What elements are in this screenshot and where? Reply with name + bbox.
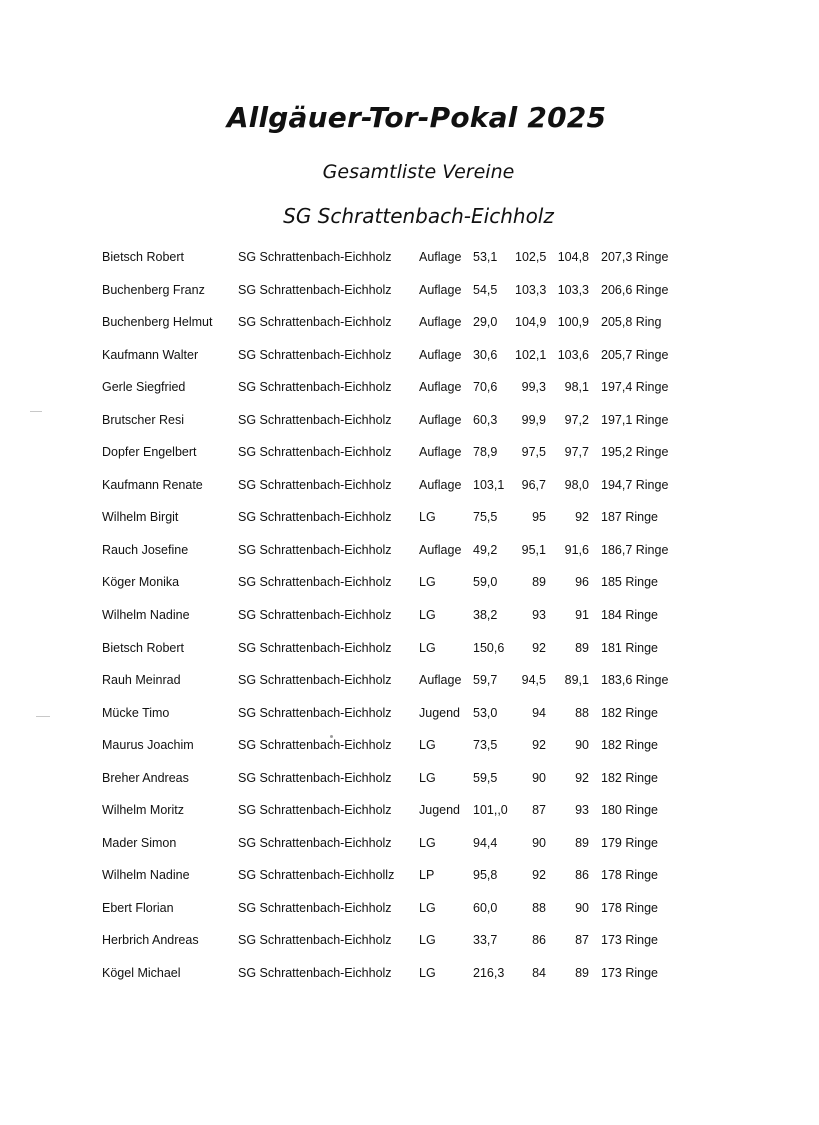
club-name: SG Schrattenbach-Eichholz bbox=[238, 966, 392, 981]
value-3: 86 bbox=[575, 868, 589, 883]
value-1: 70,6 bbox=[473, 380, 498, 395]
value-3: 97,7 bbox=[564, 445, 589, 460]
value-2: 95 bbox=[532, 510, 546, 525]
value-2: 93 bbox=[532, 608, 546, 623]
value-1: 59,0 bbox=[473, 575, 498, 590]
value-2: 104,9 bbox=[515, 315, 547, 330]
club-name: SG Schrattenbach-Eichholz bbox=[238, 803, 392, 818]
value-3: 98,1 bbox=[564, 380, 589, 395]
discipline: Auflage bbox=[419, 445, 462, 460]
participant-name: Mader Simon bbox=[102, 835, 177, 850]
value-3: 90 bbox=[575, 738, 589, 753]
club-name: SG Schrattenbach-Eichholz bbox=[238, 673, 392, 688]
value-3: 91,6 bbox=[564, 542, 589, 557]
participant-name: Kögel Michael bbox=[102, 966, 181, 981]
club-name: SG Schrattenbach-Eichholz bbox=[238, 282, 392, 297]
participant-name: Dopfer Engelbert bbox=[102, 445, 197, 460]
value-1: 103,1 bbox=[473, 477, 505, 492]
result-row bbox=[0, 541, 819, 574]
total-rings: 182 Ringe bbox=[601, 705, 658, 720]
club-name: SG Schrattenbach-Eichholz bbox=[238, 770, 392, 785]
value-3: 90 bbox=[575, 900, 589, 915]
total-rings: 206,6 Ringe bbox=[601, 282, 669, 297]
discipline: LG bbox=[419, 770, 436, 785]
value-1: 101,,0 bbox=[473, 803, 508, 818]
discipline: Auflage bbox=[419, 315, 462, 330]
value-2: 88 bbox=[532, 900, 546, 915]
value-3: 96 bbox=[575, 575, 589, 590]
participant-name: Wilhelm Birgit bbox=[102, 510, 179, 525]
result-row bbox=[0, 508, 819, 541]
total-rings: 194,7 Ringe bbox=[601, 477, 669, 492]
value-3: 88 bbox=[575, 705, 589, 720]
value-1: 49,2 bbox=[473, 542, 498, 557]
result-row bbox=[0, 281, 819, 314]
value-1: 53,1 bbox=[473, 250, 498, 264]
total-rings: 205,8 Ring bbox=[601, 315, 662, 330]
value-1: 59,7 bbox=[473, 673, 498, 688]
value-2: 87 bbox=[532, 803, 546, 818]
participant-name: Bietsch Robert bbox=[102, 640, 184, 655]
value-3: 89 bbox=[575, 835, 589, 850]
value-3: 89 bbox=[575, 966, 589, 981]
page-title: Allgäuer-Tor-Pokal 2025 bbox=[226, 101, 607, 134]
club-name: SG Schrattenbach-Eichholz bbox=[238, 380, 392, 395]
club-name: SG Schrattenbach-Eichholz bbox=[238, 250, 392, 264]
total-rings: 197,4 Ringe bbox=[601, 380, 669, 395]
club-name: SG Schrattenbach-Eichholz bbox=[238, 575, 392, 590]
total-rings: 173 Ringe bbox=[601, 966, 658, 981]
total-rings: 173 Ringe bbox=[601, 933, 658, 948]
discipline: LG bbox=[419, 608, 436, 623]
club-name: SG Schrattenbach-Eichholz bbox=[238, 315, 392, 330]
participant-name: Bietsch Robert bbox=[102, 250, 184, 264]
result-row bbox=[0, 248, 819, 281]
participant-name: Kaufmann Walter bbox=[102, 347, 199, 362]
result-row bbox=[0, 606, 819, 639]
participant-name: Rauh Meinrad bbox=[102, 673, 181, 688]
club-name: SG Schrattenbach-Eichholz bbox=[238, 510, 392, 525]
discipline: LG bbox=[419, 966, 436, 981]
result-row bbox=[0, 639, 819, 672]
result-row bbox=[0, 704, 819, 737]
value-1: 54,5 bbox=[473, 282, 498, 297]
discipline: Jugend bbox=[419, 803, 461, 818]
total-rings: 186,7 Ringe bbox=[601, 542, 669, 557]
value-3: 103,6 bbox=[557, 347, 589, 362]
total-rings: 195,2 Ringe bbox=[601, 445, 669, 460]
value-2: 96,7 bbox=[521, 477, 546, 492]
club-name: SG Schrattenbach-Eichholz bbox=[238, 608, 392, 623]
value-3: 91 bbox=[575, 608, 589, 623]
value-3: 92 bbox=[575, 510, 589, 525]
result-row bbox=[0, 834, 819, 867]
total-rings: 183,6 Ringe bbox=[601, 673, 669, 688]
result-row bbox=[0, 801, 819, 834]
participant-name: Buchenberg Franz bbox=[102, 282, 205, 297]
value-2: 92 bbox=[532, 738, 546, 753]
value-1: 29,0 bbox=[473, 315, 498, 330]
participant-name: Brutscher Resi bbox=[102, 412, 184, 427]
value-1: 150,6 bbox=[473, 640, 505, 655]
discipline: Auflage bbox=[419, 542, 462, 557]
participant-name: Mücke Timo bbox=[102, 705, 170, 720]
club-name: SG Schrattenbach-Eichholz bbox=[238, 835, 392, 850]
discipline: Auflage bbox=[419, 412, 462, 427]
value-3: 103,3 bbox=[557, 282, 589, 297]
club-name: SG Schrattenbach-Eichholz bbox=[238, 412, 392, 427]
scan-mark bbox=[30, 411, 42, 412]
value-2: 90 bbox=[532, 835, 546, 850]
result-row bbox=[0, 313, 819, 346]
club-heading: SG Schrattenbach-Eichholz bbox=[283, 204, 554, 228]
page-subtitle: Gesamtliste Vereine bbox=[322, 161, 515, 183]
total-rings: 185 Ringe bbox=[601, 575, 658, 590]
value-3: 93 bbox=[575, 803, 589, 818]
value-1: 53,0 bbox=[473, 705, 498, 720]
value-1: 33,7 bbox=[473, 933, 498, 948]
discipline: LG bbox=[419, 933, 436, 948]
value-3: 89,1 bbox=[564, 673, 589, 688]
value-3: 92 bbox=[575, 770, 589, 785]
total-rings: 182 Ringe bbox=[601, 770, 658, 785]
value-1: 60,0 bbox=[473, 900, 498, 915]
result-row bbox=[0, 573, 819, 606]
discipline: LG bbox=[419, 640, 436, 655]
club-name: SG Schrattenbach-Eichholz bbox=[238, 477, 392, 492]
discipline: Auflage bbox=[419, 477, 462, 492]
result-row bbox=[0, 411, 819, 444]
discipline: LP bbox=[419, 868, 435, 883]
total-rings: 184 Ringe bbox=[601, 608, 658, 623]
club-name: SG Schrattenbach-Eichholz bbox=[238, 640, 392, 655]
result-row bbox=[0, 769, 819, 802]
participant-name: Köger Monika bbox=[102, 575, 180, 590]
discipline: LG bbox=[419, 900, 436, 915]
value-2: 84 bbox=[532, 966, 546, 981]
value-3: 104,8 bbox=[557, 250, 589, 264]
result-row bbox=[0, 866, 819, 899]
club-name: SG Schrattenbach-Eichholz bbox=[238, 705, 392, 720]
total-rings: 179 Ringe bbox=[601, 835, 658, 850]
participant-name: Herbrich Andreas bbox=[102, 933, 199, 948]
club-name: SG Schrattenbach-Eichholz bbox=[238, 445, 392, 460]
participant-name: Kaufmann Renate bbox=[102, 477, 203, 492]
value-3: 100,9 bbox=[557, 315, 589, 330]
value-2: 94,5 bbox=[521, 673, 546, 688]
value-1: 38,2 bbox=[473, 608, 498, 623]
discipline: LG bbox=[419, 835, 436, 850]
value-1: 59,5 bbox=[473, 770, 498, 785]
value-2: 92 bbox=[532, 868, 546, 883]
value-2: 89 bbox=[532, 575, 546, 590]
value-1: 216,3 bbox=[473, 966, 505, 981]
total-rings: 178 Ringe bbox=[601, 868, 658, 883]
result-row bbox=[0, 378, 819, 411]
discipline: LG bbox=[419, 738, 436, 753]
total-rings: 205,7 Ringe bbox=[601, 347, 669, 362]
scan-dot bbox=[330, 735, 333, 738]
result-row bbox=[0, 899, 819, 932]
value-2: 97,5 bbox=[521, 445, 546, 460]
value-3: 87 bbox=[575, 933, 589, 948]
participant-name: Buchenberg Helmut bbox=[102, 315, 213, 330]
value-2: 102,1 bbox=[515, 347, 547, 362]
result-row bbox=[0, 443, 819, 476]
participant-name: Gerle Siegfried bbox=[102, 380, 186, 395]
discipline: Auflage bbox=[419, 282, 462, 297]
value-2: 95,1 bbox=[521, 542, 546, 557]
value-1: 94,4 bbox=[473, 835, 498, 850]
club-name: SG Schrattenbach-Eichholz bbox=[238, 542, 392, 557]
total-rings: 180 Ringe bbox=[601, 803, 658, 818]
club-name: SG Schrattenbach-Eichholz bbox=[238, 933, 392, 948]
value-3: 89 bbox=[575, 640, 589, 655]
participant-name: Wilhelm Nadine bbox=[102, 868, 190, 883]
discipline: LG bbox=[419, 510, 436, 525]
value-2: 103,3 bbox=[515, 282, 547, 297]
result-row bbox=[0, 671, 819, 704]
club-name: SG Schrattenbach-Eichholz bbox=[238, 738, 392, 753]
value-2: 86 bbox=[532, 933, 546, 948]
value-2: 99,9 bbox=[521, 412, 546, 427]
value-3: 98,0 bbox=[564, 477, 589, 492]
participant-name: Ebert Florian bbox=[102, 900, 174, 915]
value-2: 102,5 bbox=[515, 250, 547, 264]
discipline: LG bbox=[419, 575, 436, 590]
participant-name: Maurus Joachim bbox=[102, 738, 194, 753]
total-rings: 178 Ringe bbox=[601, 900, 658, 915]
result-row bbox=[0, 736, 819, 769]
result-row bbox=[0, 346, 819, 379]
total-rings: 197,1 Ringe bbox=[601, 412, 669, 427]
result-row bbox=[0, 476, 819, 509]
result-row bbox=[0, 931, 819, 964]
discipline: Auflage bbox=[419, 380, 462, 395]
value-1: 30,6 bbox=[473, 347, 498, 362]
value-2: 94 bbox=[532, 705, 546, 720]
discipline: Auflage bbox=[419, 250, 462, 264]
value-2: 92 bbox=[532, 640, 546, 655]
club-name: SG Schrattenbach-Eichholz bbox=[238, 347, 392, 362]
participant-name: Rauch Josefine bbox=[102, 542, 189, 557]
discipline: Jugend bbox=[419, 705, 461, 720]
participant-name: Breher Andreas bbox=[102, 770, 189, 785]
value-1: 95,8 bbox=[473, 868, 498, 883]
participant-name: Wilhelm Moritz bbox=[102, 803, 184, 818]
value-1: 75,5 bbox=[473, 510, 498, 525]
value-2: 99,3 bbox=[521, 380, 546, 395]
club-name: SG Schrattenbach-Eichholz bbox=[238, 900, 392, 915]
value-1: 73,5 bbox=[473, 738, 498, 753]
value-2: 90 bbox=[532, 770, 546, 785]
participant-name: Wilhelm Nadine bbox=[102, 608, 190, 623]
results-list bbox=[0, 248, 819, 997]
value-3: 97,2 bbox=[564, 412, 589, 427]
result-row bbox=[0, 964, 819, 997]
total-rings: 182 Ringe bbox=[601, 738, 658, 753]
scan-mark bbox=[36, 716, 50, 717]
club-name: SG Schrattenbach-Eichhollz bbox=[238, 868, 395, 883]
discipline: Auflage bbox=[419, 673, 462, 688]
total-rings: 207,3 Ringe bbox=[601, 250, 669, 264]
total-rings: 181 Ringe bbox=[601, 640, 658, 655]
total-rings: 187 Ringe bbox=[601, 510, 658, 525]
value-1: 60,3 bbox=[473, 412, 498, 427]
value-1: 78,9 bbox=[473, 445, 498, 460]
discipline: Auflage bbox=[419, 347, 462, 362]
